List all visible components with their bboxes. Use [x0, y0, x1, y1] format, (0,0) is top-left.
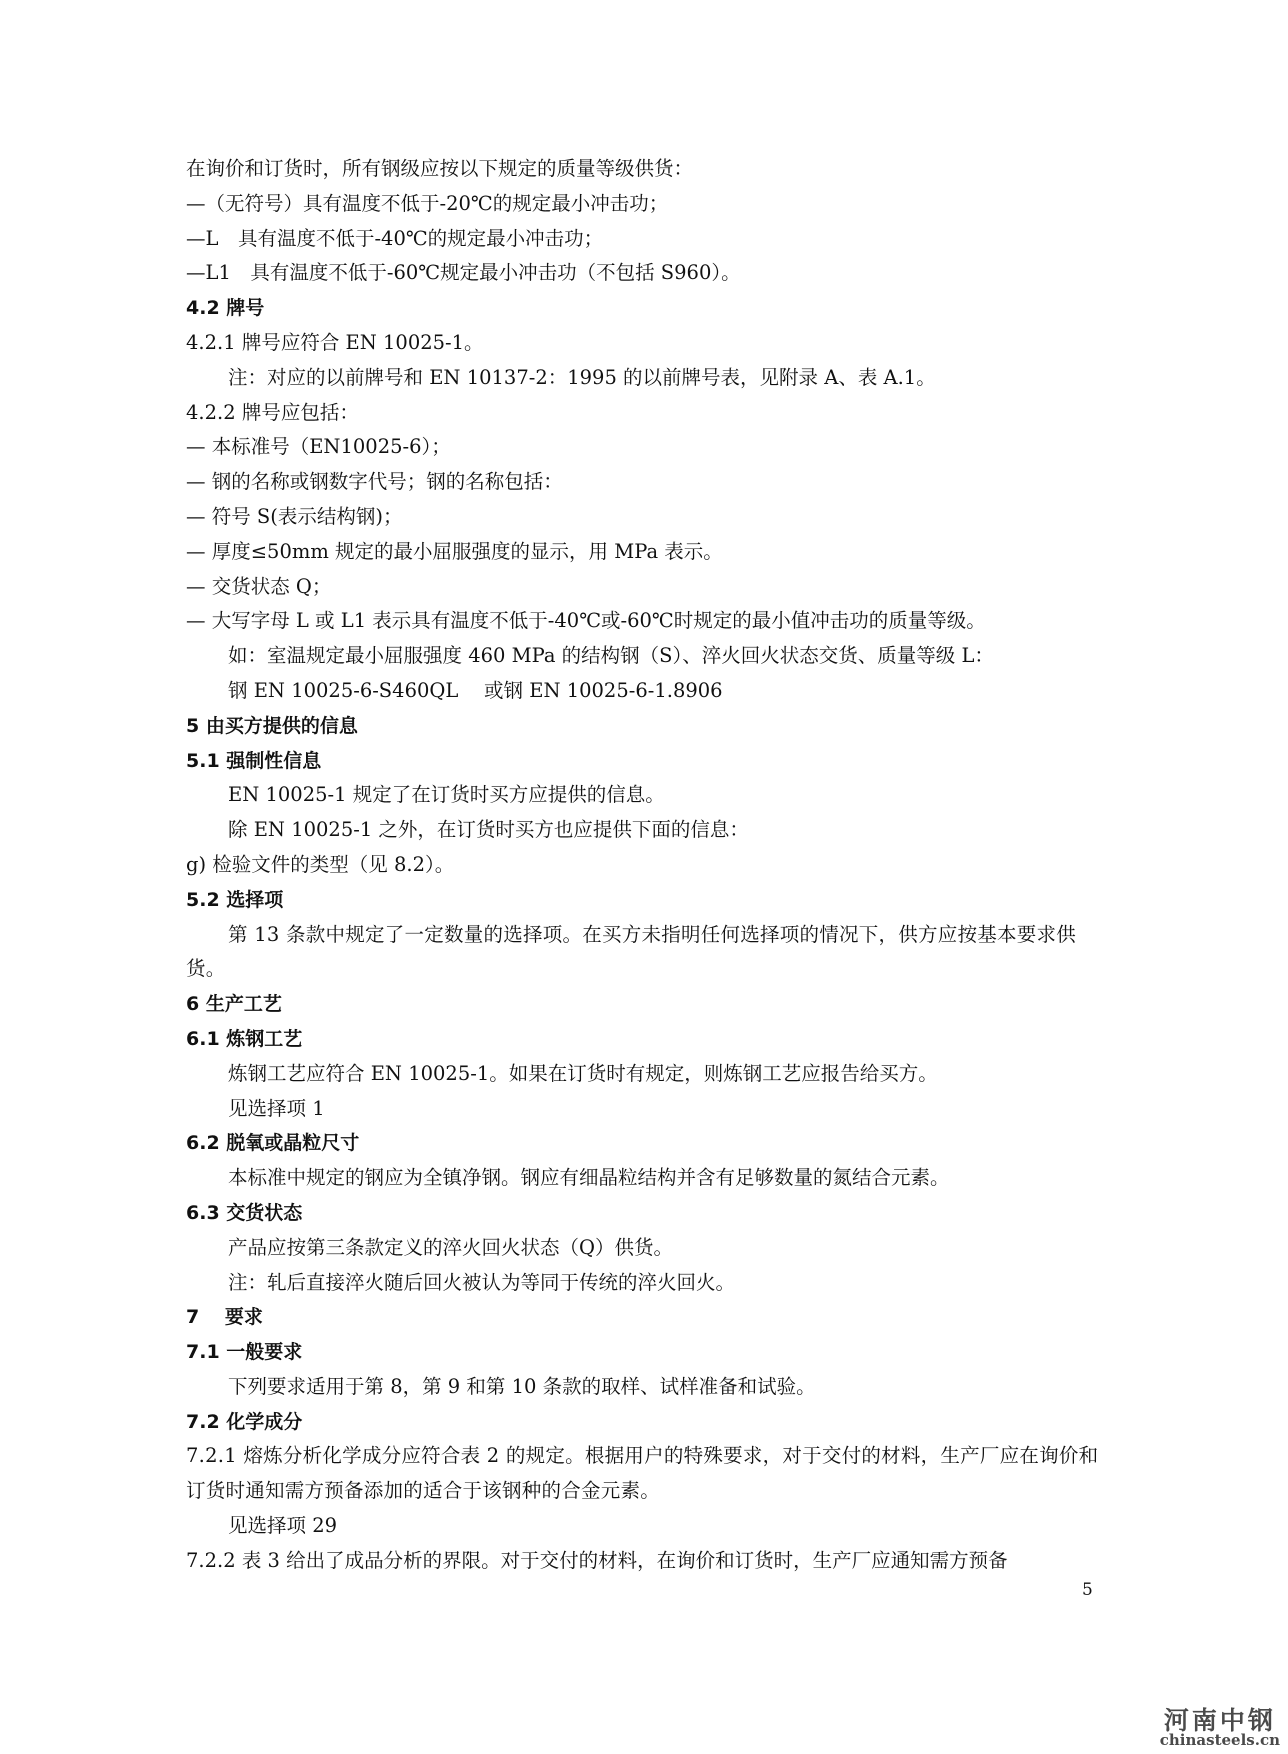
section-heading-7-1: 7.1 一般要求 [186, 1341, 303, 1364]
note-4-2-1: 注：对应的以前牌号和 EN 10137-2：1995 的以前牌号表，见附录 A、表 A.1。 [228, 365, 936, 389]
list-item-quality-l1: —L1 具有温度不低于-60℃规定最小冲击功（不包括 S960）。 [186, 261, 741, 285]
page-content [186, 152, 1106, 1579]
section-heading-5: 5 由买方提供的信息 [186, 714, 358, 737]
paragraph-7-1: 下列要求适用于第 8，第 9 和第 10 条款的取样、试样准备和试验。 [228, 1374, 816, 1398]
section-heading-7-2: 7.2 化学成分 [186, 1410, 303, 1433]
page-number: 5 [1082, 1580, 1093, 1600]
list-item-steel-name: — 钢的名称或钢数字代号；钢的名称包括： [186, 470, 563, 494]
list-item-symbol-s: — 符号 S(表示结构钢)； [186, 504, 403, 528]
list-item-standard-number: — 本标准号（EN10025-6）； [186, 435, 451, 459]
paragraph-6-2: 本标准中规定的钢应为全镇净钢。钢应有细晶粒结构并含有足够数量的氮结合元素。 [228, 1166, 950, 1190]
paragraph-5-2: 第 13 条款中规定了一定数量的选择项。在买方未指明任何选择项的情况下，供方应按基本要求供货。 [186, 922, 1076, 981]
list-item-yield-strength: — 厚度≤50mm 规定的最小屈服强度的显示，用 MPa 表示。 [186, 539, 723, 563]
clause-4-2-2: 4.2.2 牌号应包括： [186, 400, 359, 424]
list-item-delivery-q: — 交货状态 Q； [186, 574, 332, 598]
paragraph-5-1-a: EN 10025-1 规定了在订货时买方应提供的信息。 [228, 783, 665, 807]
section-heading-6-3: 6.3 交货状态 [186, 1201, 303, 1224]
section-heading-5-2: 5.2 选择项 [186, 888, 284, 911]
clause-4-2-1: 4.2.1 牌号应符合 EN 10025-1。 [186, 330, 484, 354]
clause-7-2-2: 7.2.2 表 3 给出了成品分析的界限。对于交付的材料，在询价和订货时，生产厂应通知需方预备 [186, 1548, 1008, 1572]
example-text: 如：室温规定最小屈服强度 460 MPa 的结构钢（S）、淬火回火状态交货、质量等级 L： [228, 644, 994, 668]
paragraph-6-1: 炼钢工艺应符合 EN 10025-1。如果在订货时有规定，则炼钢工艺应报告给买方。 [228, 1061, 938, 1085]
paragraph-6-3: 产品应按第三条款定义的淬火回火状态（Q）供货。 [228, 1235, 673, 1259]
section-heading-5-1: 5.1 强制性信息 [186, 749, 322, 772]
example-designation: 钢 EN 10025-6-S460QL 或钢 EN 10025-6-1.8906 [228, 678, 723, 702]
option-reference-29: 见选择项 29 [228, 1514, 338, 1538]
paragraph-quality-intro: 在询价和订货时，所有钢级应按以下规定的质量等级供货： [186, 157, 694, 180]
paragraph-5-1-b: 除 EN 10025-1 之外，在订货时买方也应提供下面的信息： [228, 818, 749, 842]
watermark-logo [1160, 1708, 1280, 1748]
list-item-quality-none: —（无符号）具有温度不低于-20℃的规定最小冲击功； [186, 191, 669, 215]
list-item-quality-l: —L 具有温度不低于-40℃的规定最小冲击功； [186, 226, 604, 250]
section-heading-6-1: 6.1 炼钢工艺 [186, 1027, 303, 1050]
watermark-chinese: 河南中钢 [1163, 1706, 1276, 1735]
section-heading-6: 6 生产工艺 [186, 993, 282, 1016]
note-6-3: 注：轧后直接淬火随后回火被认为等同于传统的淬火回火。 [228, 1270, 736, 1294]
section-heading-6-2: 6.2 脱氧或晶粒尺寸 [186, 1132, 360, 1155]
clause-7-2-1: 7.2.1 熔炼分析化学成分应符合表 2 的规定。根据用户的特殊要求，对于交付的材料，生产厂应在询价和订货时通知需方预备添加的适合于该钢种的合金元素。 [186, 1444, 1099, 1503]
watermark-url: chinasteels.cn [1159, 1731, 1280, 1749]
section-heading-4-2: 4.2 牌号 [186, 297, 265, 320]
list-item-g: g) 检验文件的类型（见 8.2）。 [186, 852, 455, 876]
list-item-quality-letters: — 大写字母 L 或 L1 表示具有温度不低于-40℃或-60℃时规定的最小值冲击功的质量等级。 [186, 609, 986, 633]
section-heading-7: 7 要求 [186, 1306, 263, 1329]
option-reference-1: 见选择项 1 [228, 1096, 325, 1120]
